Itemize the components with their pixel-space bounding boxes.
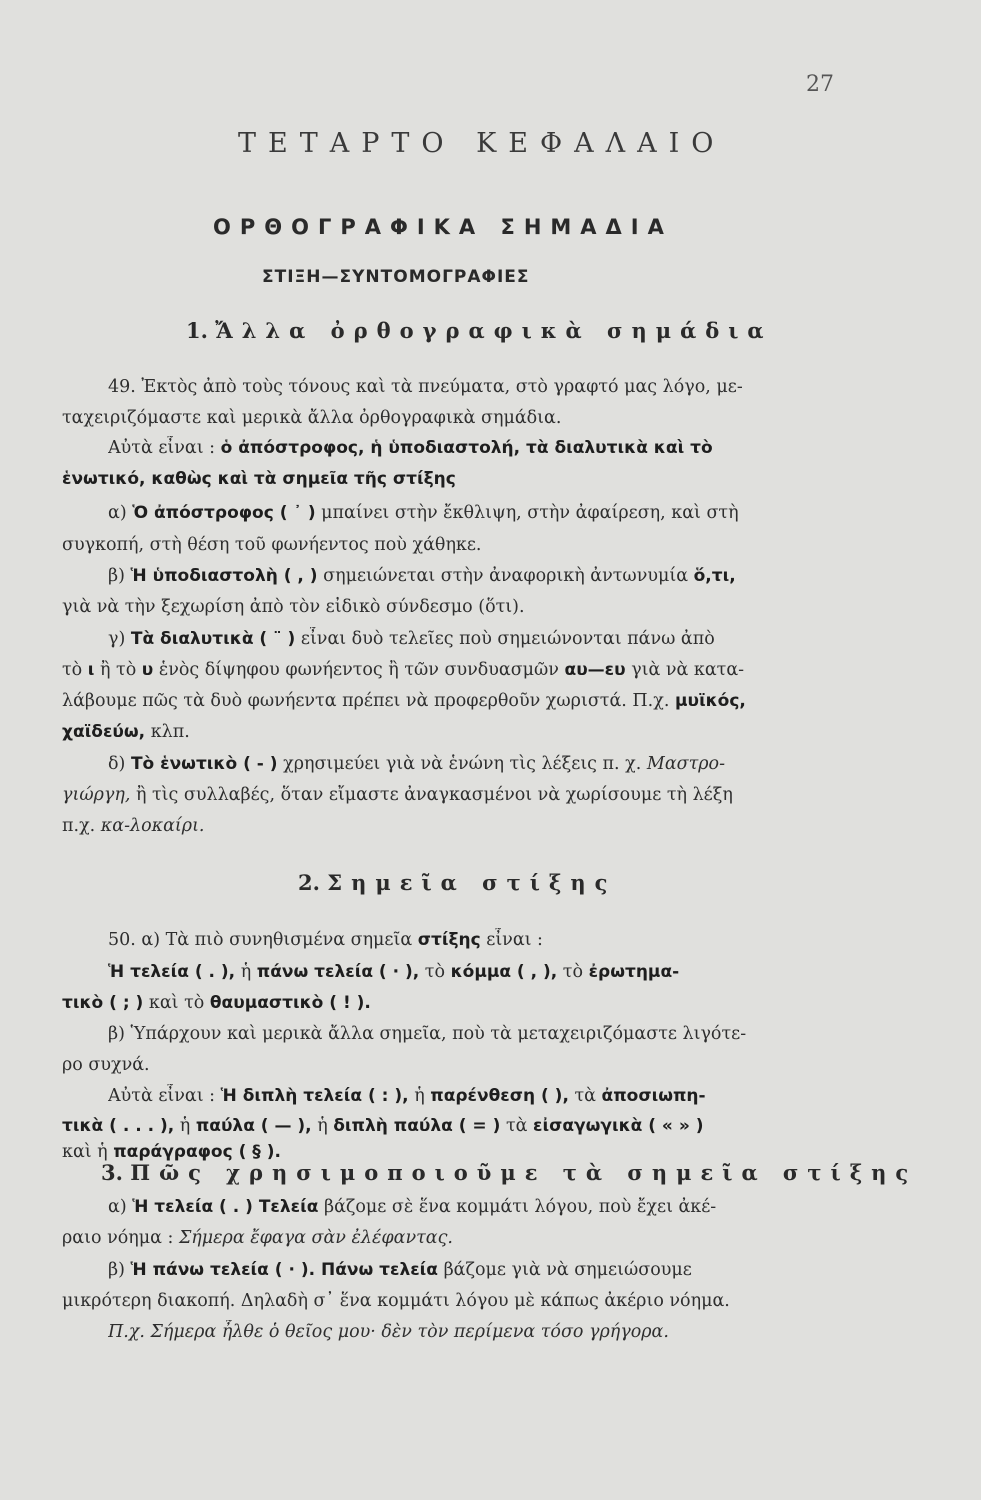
bold-span: ι (87, 660, 95, 680)
bold-span: Ὁ ἀπόστροφος ( ᾿ ) (132, 503, 316, 523)
text-line (108, 627, 862, 651)
bold-span: αυ—ευ (564, 660, 626, 680)
text-span: ἡ (174, 1116, 196, 1136)
text-line: β) Ὑπάρχουν καὶ μερικὰ ἄλλα σημεῖα, ποὺ τὰ μεταχειριζόμαστε λιγότε- (108, 1024, 747, 1044)
text-line (62, 467, 862, 491)
text-span: καὶ ἡ (62, 1142, 114, 1162)
bold-span: ἀποσιωπη- (601, 1086, 706, 1106)
bold-span: μυϊκός, (674, 691, 746, 711)
italic-span: γιώργη, (62, 785, 131, 805)
italic-span: Π.χ. Σήμερα ἦλθε ὁ θεῖος μου· δὲν τὸν περίμενα τόσο γρήγορα. (108, 1322, 669, 1342)
text-line: 49. Ἐκτὸς ἀπὸ τοὺς τόνους καὶ τὰ πνεύματα, στὸ γραφτό μας λόγο, με- (108, 377, 743, 397)
text-line (108, 501, 862, 525)
bold-span: πάνω τελεία ( · ), (256, 962, 420, 982)
bold-span: ἑνωτικό, καθὼς καὶ τὰ σημεῖα τῆς στίξης (62, 469, 456, 489)
text-span: β) (108, 1260, 131, 1280)
bold-span: Ἡ τελεία ( . ), (108, 962, 236, 982)
text-line (62, 814, 862, 838)
text-span: εἶναι δυὸ τελεῖες ποὺ σημειώνονται πάνω ἀπὸ (295, 629, 715, 649)
bold-span: τικὰ ( . . . ), (62, 1116, 175, 1136)
text-span: Αὐτὰ εἶναι : (108, 1086, 221, 1106)
bold-span: χαϊδεύω, (62, 722, 146, 742)
text-span: ἡ (311, 1116, 334, 1136)
text-span: 50. α) Τὰ πιὸ συνηθισμένα σημεῖα (108, 930, 418, 950)
bold-span: θαυμαστικὸ ( ! ). (209, 993, 371, 1013)
text-span: εἶναι : (480, 930, 543, 950)
text-span: π.χ. (62, 816, 101, 836)
text-span: τὸ (419, 962, 451, 982)
text-line (108, 928, 862, 952)
text-span: ἡ (408, 1086, 431, 1106)
bold-span: παύλα ( — ), (195, 1116, 312, 1136)
bold-span: παρένθεση ( ), (430, 1086, 569, 1106)
text-span: α) (108, 503, 133, 523)
section-2-title: Σημεῖα στίξης (327, 870, 617, 895)
text-span: ἢ τὸ (94, 660, 142, 680)
text-line (62, 658, 862, 682)
italic-span: Μαστρο- (646, 754, 726, 774)
text-span: ἑνὸς δίψηφου φωνήεντος ἢ τῶν συνδυασμῶν (153, 660, 565, 680)
bold-span: υ (141, 660, 154, 680)
section-3-number: 3. (101, 1160, 123, 1185)
text-line (108, 564, 862, 588)
text-span: σημειώνεται στὴν ἀναφορικὴ ἀντωνυμία (317, 566, 694, 586)
text-span: τὸ (62, 660, 88, 680)
page-subtitle: ΣΤΙΞΗ—ΣΥΝΤΟΜΟΓΡΑΦΙΕΣ (262, 267, 530, 287)
text-span: α) (108, 1197, 133, 1217)
text-line (62, 720, 862, 744)
bold-span: ὁ ἀπόστροφος, ἡ ὑποδιαστολή, τὰ διαλυτικὰ καὶ τὸ (220, 438, 713, 458)
text-span: λάβουμε πῶς τὰ δυὸ φωνήεντα πρέπει νὰ προφερθοῦν χωριστά. Π.χ. (62, 691, 675, 711)
bold-span: στίξης (417, 930, 481, 950)
text-span: Αὐτὰ εἶναι : (108, 438, 221, 458)
text-line (108, 1258, 862, 1282)
bold-span: ὅ,τι, (693, 566, 736, 586)
text-span: χρησιμεύει γιὰ νὰ ἑνώνη τὶς λέξεις π. χ. (277, 754, 647, 774)
section-2-heading (298, 870, 616, 895)
text-line: συγκοπή, στὴ θέση τοῦ φωνήεντος ποὺ χάθηκε. (62, 535, 482, 555)
text-span: ἡ (235, 962, 257, 982)
section-1-number: 1. (186, 318, 208, 343)
text-span: βάζομε γιὰ νὰ σημειώσουμε (438, 1260, 692, 1280)
text-span: γ) (108, 629, 131, 649)
text-line (62, 783, 862, 807)
section-2-number: 2. (298, 870, 320, 895)
bold-span: διπλὴ παύλα ( = ) (333, 1116, 501, 1136)
text-line (62, 991, 862, 1015)
text-span: βάζομε σὲ ἕνα κομμάτι λόγου, ποὺ ἔχει ἀκέ- (318, 1197, 717, 1217)
bold-span: παράγραφος ( § ). (113, 1142, 281, 1162)
section-1-title: Ἄλλα ὀρθογραφικὰ σημάδια (215, 318, 773, 343)
italic-span: κα-λοκαίρι. (100, 816, 205, 836)
text-line: ταχειριζόμαστε καὶ μερικὰ ἄλλα ὀρθογραφικὰ σημάδια. (62, 408, 562, 428)
bold-span: Ἡ διπλὴ τελεία ( : ), (220, 1086, 409, 1106)
text-span: κλπ. (145, 722, 190, 742)
bold-span: τικὸ ( ; ) (62, 993, 144, 1013)
bold-span: κόμμα ( , ), (450, 962, 558, 982)
text-span: ἢ τὶς συλλαβές, ὅταν εἴμαστε ἀναγκασμένοι νὰ χωρίσουμε τὴ λέξη (130, 785, 733, 805)
text-span: μπαίνει στὴν ἔκθλιψη, στὴν ἀφαίρεση, καὶ στὴ (315, 503, 739, 523)
bold-span: Ἡ ὑποδιαστολὴ ( , ) (130, 566, 318, 586)
bold-span: Ἡ πάνω τελεία ( · ). Πάνω τελεία (130, 1260, 438, 1280)
text-line (108, 436, 862, 460)
text-line (62, 689, 862, 713)
text-span: τὰ (568, 1086, 602, 1106)
text-line (108, 960, 862, 984)
italic-span: Σήμερα ἔφαγα σὰν ἐλέφαντας. (178, 1228, 453, 1248)
page-number: 27 (806, 72, 834, 97)
text-line (108, 752, 862, 776)
text-line (108, 1320, 862, 1344)
bold-span: Τὸ ἑνωτικὸ ( - ) (130, 754, 278, 774)
section-3-heading (101, 1160, 917, 1185)
text-line (62, 1114, 862, 1138)
text-span: β) (108, 566, 131, 586)
text-line (108, 1084, 862, 1108)
text-span: γιὰ νὰ κατα- (625, 660, 745, 680)
text-span: ραιο νόημα : (62, 1228, 179, 1248)
text-span: τὰ (500, 1116, 533, 1136)
bold-span: Ἡ τελεία ( . ) Τελεία (132, 1197, 319, 1217)
bold-span: εἰσαγωγικὰ ( « » ) (533, 1116, 704, 1136)
text-span: δ) (108, 754, 131, 774)
text-line (62, 1226, 862, 1250)
text-line: γιὰ νὰ τὴν ξεχωρίση ἀπὸ τὸν εἰδικὸ σύνδεσμο (ὅτι). (62, 597, 525, 617)
bold-span: Τὰ διαλυτικὰ ( ¨ ) (130, 629, 296, 649)
text-line: μικρότερη διακοπή. Δηλαδὴ σ᾿ ἕνα κομμάτι λόγου μὲ κάπως ἀκέριο νόημα. (62, 1291, 730, 1311)
text-span: καὶ τὸ (143, 993, 210, 1013)
text-span: τὸ (557, 962, 589, 982)
section-3-title: Πῶς χρησιμοποιοῦμε τὰ σημεῖα στίξης (130, 1160, 918, 1185)
section-1-heading (186, 318, 773, 343)
chapter-heading: ΤΕΤΑΡΤΟ ΚΕΦΑΛΑΙΟ (238, 128, 726, 159)
page-title: ΟΡΘΟΓΡΑΦΙΚΑ ΣΗΜΑΔΙΑ (213, 215, 673, 239)
bold-span: ἐρωτημα- (588, 962, 680, 982)
text-line: ρο συχνά. (62, 1055, 150, 1075)
text-line (108, 1195, 862, 1219)
